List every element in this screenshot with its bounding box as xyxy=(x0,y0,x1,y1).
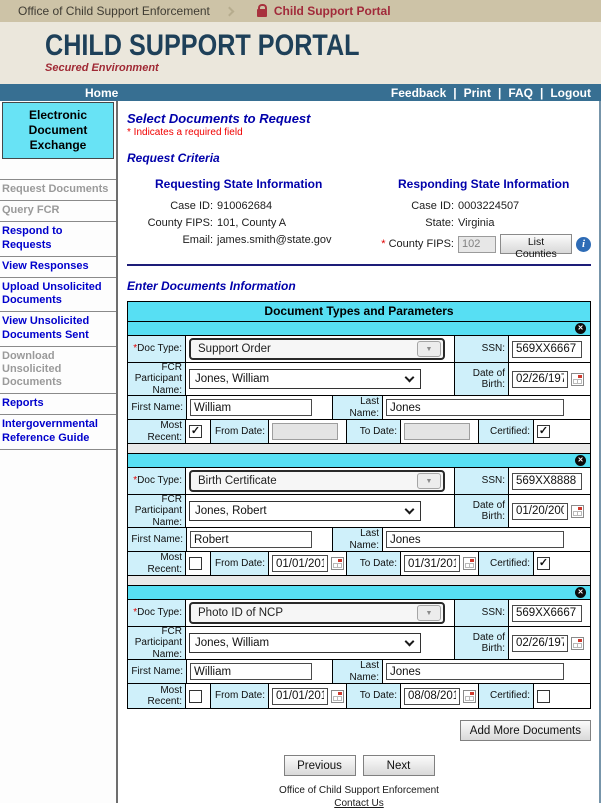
nav-logout-link[interactable]: Logout xyxy=(550,85,591,100)
dropdown-arrow-icon[interactable]: ▼ xyxy=(417,473,441,489)
most-recent-checkbox[interactable] xyxy=(189,690,202,703)
remove-document-button[interactable]: ✕ xyxy=(575,323,586,334)
from-date-input xyxy=(272,423,338,440)
calendar-icon[interactable] xyxy=(331,557,344,570)
sidebar-menu xyxy=(0,179,116,450)
sidebar-item-intergovernmental-reference-guide[interactable]: Intergovernmental Reference Guide xyxy=(0,414,116,449)
sidebar-item-download-unsolicited-documents: Download Unsolicited Documents xyxy=(0,346,116,394)
nav-separator: | xyxy=(539,85,544,100)
request-criteria-heading: Request Criteria xyxy=(127,151,220,165)
fcr-participant-label: FCR Participant Name: xyxy=(128,495,185,527)
state-label: State: xyxy=(425,217,454,229)
first-name-label: First Name: xyxy=(128,396,186,419)
remove-document-button[interactable]: ✕ xyxy=(575,587,586,598)
table-row xyxy=(128,420,590,444)
doc-type-combobox[interactable]: Birth Certificate ▼ xyxy=(189,470,445,492)
table-row xyxy=(128,468,590,495)
to-date-input[interactable] xyxy=(404,555,460,572)
page-footer xyxy=(127,784,591,810)
site-header xyxy=(0,22,601,84)
ssn-input[interactable] xyxy=(512,605,582,622)
required-field-note: * Indicates a required field xyxy=(127,127,243,138)
table-row xyxy=(128,528,590,552)
top-navbar xyxy=(0,84,601,101)
last-name-label: Last Name: xyxy=(332,660,382,683)
previous-button[interactable]: Previous xyxy=(284,755,356,776)
requesting-state-heading: Requesting State Information xyxy=(155,177,323,191)
calendar-icon[interactable] xyxy=(571,637,584,650)
info-icon[interactable]: i xyxy=(576,237,591,252)
breadcrumb xyxy=(0,0,601,22)
fcr-participant-label: FCR Participant Name: xyxy=(128,363,185,395)
certified-checkbox[interactable]: ✓ xyxy=(538,557,549,569)
table-row xyxy=(128,396,590,420)
last-name-label: Last Name: xyxy=(332,396,382,419)
sidebar xyxy=(0,101,118,803)
breadcrumb-page: Child Support Portal xyxy=(273,4,391,18)
chevron-down-icon xyxy=(405,505,415,515)
certified-checkbox[interactable] xyxy=(537,690,550,703)
nav-separator: | xyxy=(453,85,457,100)
to-date-label: To Date: xyxy=(346,552,400,575)
sidebar-item-view-responses[interactable]: View Responses xyxy=(0,256,116,277)
most-recent-label: Most Recent: xyxy=(128,684,185,708)
certified-checkbox[interactable]: ✓ xyxy=(538,425,549,437)
dropdown-arrow-icon[interactable]: ▼ xyxy=(417,341,441,357)
ssn-input[interactable] xyxy=(512,473,582,490)
certified-label: Certified: xyxy=(478,552,533,575)
sidebar-item-reports[interactable]: Reports xyxy=(0,393,116,414)
dropdown-arrow-icon[interactable]: ▼ xyxy=(417,605,441,621)
most-recent-checkbox[interactable]: ✓ xyxy=(190,425,201,437)
fcr-participant-label: FCR Participant Name: xyxy=(128,627,185,659)
first-name-input[interactable] xyxy=(190,399,312,416)
sidebar-item-query-fcr: Query FCR xyxy=(0,200,116,221)
doc-type-label: *Doc Type: xyxy=(128,336,185,362)
sidebar-item-respond-to-requests[interactable]: Respond to Requests xyxy=(0,221,116,255)
case-id-label: Case ID: xyxy=(411,200,454,212)
lock-icon xyxy=(257,9,267,17)
document-block xyxy=(128,454,590,586)
to-date-label: To Date: xyxy=(346,420,400,443)
to-date-label: To Date: xyxy=(346,684,400,708)
calendar-icon[interactable] xyxy=(331,690,344,703)
table-row xyxy=(128,684,590,708)
date-of-birth-label: Date of Birth: xyxy=(454,363,508,395)
certified-label: Certified: xyxy=(478,420,533,443)
state-value: Virginia xyxy=(458,217,495,229)
last-name-input[interactable] xyxy=(386,663,564,680)
calendar-icon[interactable] xyxy=(571,373,584,386)
doc-type-combobox[interactable]: Photo ID of NCP ▼ xyxy=(189,602,445,624)
county-fips-label: County FIPS: xyxy=(147,217,213,229)
table-row xyxy=(128,336,590,363)
remove-document-button[interactable]: ✕ xyxy=(575,455,586,466)
fcr-participant-select[interactable]: Jones, Robert xyxy=(189,501,421,521)
state-information xyxy=(127,177,591,260)
contact-us-link[interactable]: Contact Us xyxy=(334,798,384,809)
nav-feedback-link[interactable]: Feedback xyxy=(390,85,447,100)
table-row xyxy=(128,600,590,627)
documents-table xyxy=(127,301,591,709)
email-value: james.smith@state.gov xyxy=(217,234,332,246)
ssn-label: SSN: xyxy=(454,600,508,626)
table-row xyxy=(128,363,590,396)
last-name-label: Last Name: xyxy=(332,528,382,551)
to-date-input xyxy=(404,423,470,440)
document-strip xyxy=(128,454,590,468)
site-title: CHILD SUPPORT PORTAL xyxy=(45,29,360,62)
document-strip xyxy=(128,586,590,600)
next-button[interactable]: Next xyxy=(363,755,435,776)
ssn-label: SSN: xyxy=(454,336,508,362)
nav-home-link[interactable]: Home xyxy=(85,85,119,100)
document-spacer xyxy=(128,444,590,454)
document-block xyxy=(128,322,590,454)
nav-links xyxy=(391,86,591,100)
secured-environment-label: Secured Environment xyxy=(45,62,159,74)
ssn-label: SSN: xyxy=(454,468,508,494)
case-id-value: 910062684 xyxy=(217,200,273,212)
chevron-down-icon xyxy=(405,637,415,647)
from-date-input[interactable] xyxy=(272,555,328,572)
fcr-participant-select[interactable]: Jones, William xyxy=(189,369,421,389)
case-id-value: 0003224507 xyxy=(458,200,520,212)
document-strip xyxy=(128,322,590,336)
most-recent-label: Most Recent: xyxy=(128,420,185,443)
breadcrumb-chevron-icon xyxy=(224,6,234,16)
add-more-documents-button[interactable]: Add More Documents xyxy=(460,720,591,741)
sidebar-title: Electronic Document Exchange xyxy=(2,102,114,159)
calendar-icon[interactable] xyxy=(571,505,584,518)
documents-table-header: Document Types and Parameters xyxy=(128,302,590,322)
sidebar-item-request-documents: Request Documents xyxy=(0,179,116,200)
date-of-birth-label: Date of Birth: xyxy=(454,627,508,659)
table-row xyxy=(128,627,590,660)
fcr-participant-select[interactable]: Jones, William xyxy=(189,633,421,653)
sidebar-item-upload-unsolicited-documents[interactable]: Upload Unsolicited Documents xyxy=(0,277,116,311)
chevron-down-icon xyxy=(405,373,415,383)
footer-org: Office of Child Support Enforcement xyxy=(279,785,439,796)
county-fips-value: 101, County A xyxy=(217,217,287,229)
list-counties-button[interactable]: List Counties xyxy=(500,234,572,254)
county-fips-input xyxy=(458,236,496,253)
county-fips-label: * County FIPS: xyxy=(381,238,454,250)
first-name-label: First Name: xyxy=(128,528,186,551)
from-date-input[interactable] xyxy=(272,688,328,705)
document-block xyxy=(128,586,590,708)
table-row xyxy=(128,552,590,576)
date-of-birth-input[interactable] xyxy=(512,503,568,520)
doc-type-label: *Doc Type: xyxy=(128,600,185,626)
table-row xyxy=(128,660,590,684)
doc-type-combobox[interactable]: Support Order ▼ xyxy=(189,338,445,360)
nav-separator: | xyxy=(497,85,502,100)
calendar-icon[interactable] xyxy=(463,557,476,570)
calendar-icon[interactable] xyxy=(463,690,476,703)
ssn-input[interactable] xyxy=(512,341,582,358)
from-date-label: From Date: xyxy=(210,552,268,575)
first-name-input[interactable] xyxy=(190,531,312,548)
responding-state-section xyxy=(370,177,591,260)
to-date-input[interactable] xyxy=(404,688,460,705)
last-name-input[interactable] xyxy=(386,531,564,548)
responding-state-heading: Responding State Information xyxy=(398,177,570,191)
date-of-birth-input[interactable] xyxy=(512,371,568,388)
first-name-label: First Name: xyxy=(128,660,186,683)
certified-label: Certified: xyxy=(478,684,533,708)
requesting-state-section xyxy=(127,177,370,254)
most-recent-label: Most Recent: xyxy=(128,552,185,575)
case-id-label: Case ID: xyxy=(170,200,213,212)
main-content xyxy=(118,101,601,809)
from-date-label: From Date: xyxy=(210,684,268,708)
document-spacer xyxy=(128,576,590,586)
last-name-input[interactable] xyxy=(386,399,564,416)
page-title: Select Documents to Request xyxy=(127,111,311,126)
breadcrumb-site-link[interactable]: Office of Child Support Enforcement xyxy=(18,4,210,18)
date-of-birth-label: Date of Birth: xyxy=(454,495,508,527)
nav-print-link[interactable]: Print xyxy=(463,85,491,100)
enter-documents-heading: Enter Documents Information xyxy=(127,279,296,293)
doc-type-label: *Doc Type: xyxy=(128,468,185,494)
most-recent-checkbox[interactable] xyxy=(189,557,202,570)
sidebar-item-view-unsolicited-documents-sent[interactable]: View Unsolicited Documents Sent xyxy=(0,311,116,345)
table-row xyxy=(128,495,590,528)
from-date-label: From Date: xyxy=(210,420,268,443)
section-divider xyxy=(127,264,591,266)
nav-faq-link[interactable]: FAQ xyxy=(508,85,533,100)
first-name-input[interactable] xyxy=(190,663,312,680)
email-label: Email: xyxy=(182,234,213,246)
date-of-birth-input[interactable] xyxy=(512,635,568,652)
